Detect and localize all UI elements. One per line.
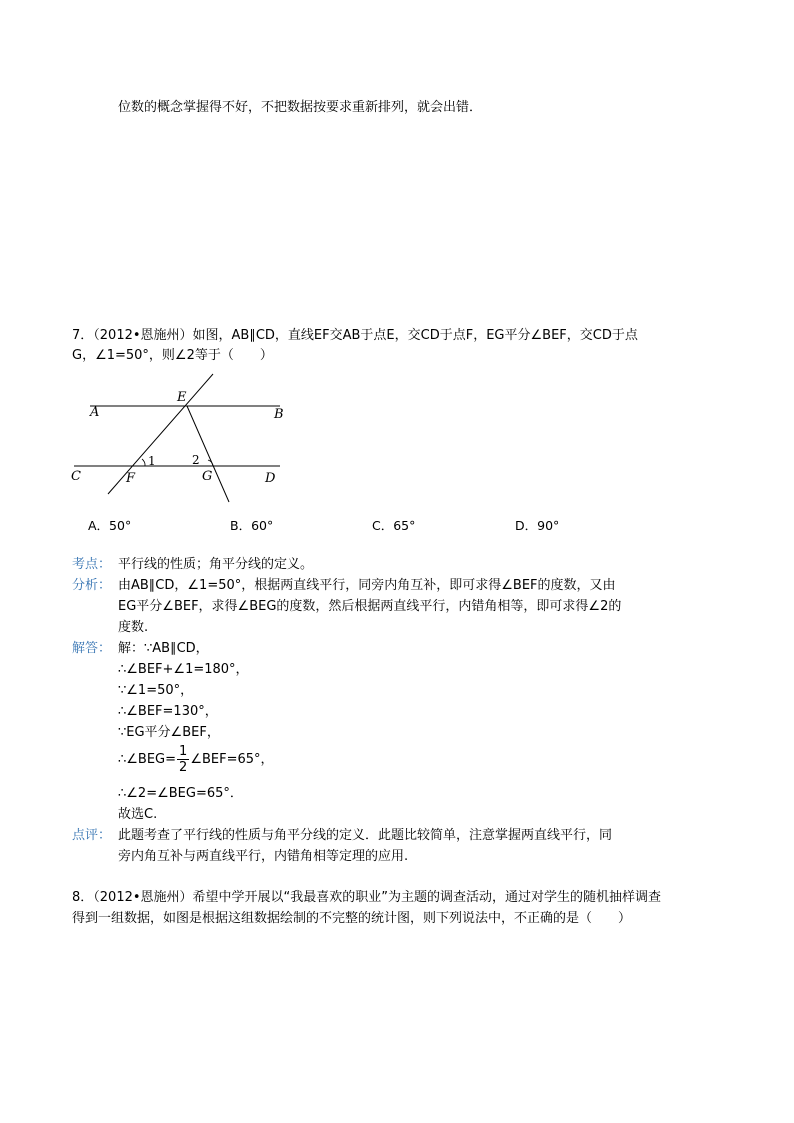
fraction-denominator: 2	[179, 760, 188, 775]
label-c: C	[71, 469, 81, 484]
fenxi-line3: 度数.	[118, 620, 149, 635]
label-b: B	[274, 407, 284, 422]
kaodian-label: 考点：	[72, 557, 112, 572]
label-angle2: 2	[192, 453, 200, 467]
option-d: D．90°	[515, 518, 560, 533]
fraction-numerator: 1	[179, 744, 188, 759]
jieda-line2: ∴∠BEF+∠1=180°，	[118, 662, 249, 677]
dianping-line1: 此题考查了平行线的性质与角平分线的定义．此题比较简单，注意掌握两直线平行，同	[118, 828, 613, 843]
dianping-label: 点评：	[72, 828, 112, 843]
jieda-line4: ∴∠BEF=130°，	[118, 704, 218, 719]
jieda-line5: ∵EG平分∠BEF，	[118, 725, 220, 740]
line-ef	[108, 374, 213, 494]
jieda-line6-suffix: ∠BEF=65°，	[190, 752, 274, 767]
fenxi-label: 分析：	[72, 578, 112, 593]
label-g: G	[202, 469, 213, 484]
kaodian-text: 平行线的性质；角平分线的定义。	[118, 557, 314, 572]
jieda-label: 解答：	[72, 641, 112, 656]
q7-stem-line2: G，∠1=50°，则∠2等于（ ）	[72, 348, 273, 363]
angle1-arc	[142, 459, 145, 466]
label-angle1: 1	[148, 454, 156, 468]
fenxi-line2: EG平分∠BEF，求得∠BEG的度数，然后根据两直线平行，内错角相等，即可求得∠2的	[118, 599, 622, 614]
jieda-line6-prefix: ∴∠BEG=	[118, 752, 177, 767]
angle2-arc	[208, 460, 213, 466]
label-a: A	[90, 405, 100, 420]
label-d: D	[265, 471, 276, 486]
dianping-line2: 旁内角互补与两直线平行，内错角相等定理的应用.	[118, 849, 409, 864]
q8-stem-line1: 8．（2012•恩施州）希望中学开展以“我最喜欢的职业”为主题的调查活动，通过对学生的随机抽样调查	[72, 890, 661, 905]
label-f: F	[126, 471, 136, 486]
fraction-one-half	[177, 744, 189, 775]
jieda-line3: ∵∠1=50°，	[118, 683, 194, 698]
option-a: A．50°	[88, 518, 132, 533]
q7-geometry-figure	[60, 368, 300, 508]
option-c: C．65°	[372, 518, 416, 533]
jieda-line1: 解：∵AB∥CD，	[118, 641, 209, 656]
option-b: B．60°	[230, 518, 274, 533]
q7-stem-line1: 7．（2012•恩施州）如图，AB∥CD，直线EF交AB于点E，交CD于点F，EG平分∠BEF，交CD于点	[72, 328, 638, 343]
jieda-line8: 故选C.	[118, 807, 158, 822]
label-e: E	[177, 390, 187, 405]
q8-stem-line2: 得到一组数据，如图是根据这组数据绘制的不完整的统计图，则下列说法中，不正确的是（ ）	[72, 911, 632, 926]
fenxi-line1: 由AB∥CD，∠1=50°，根据两直线平行，同旁内角互补，即可求得∠BEF的度数，又由	[118, 578, 616, 593]
jieda-line6	[118, 744, 274, 775]
continuation-text: 位数的概念掌握得不好，不把数据按要求重新排列，就会出错．	[118, 100, 483, 115]
jieda-line7: ∴∠2=∠BEG=65°．	[118, 786, 243, 801]
